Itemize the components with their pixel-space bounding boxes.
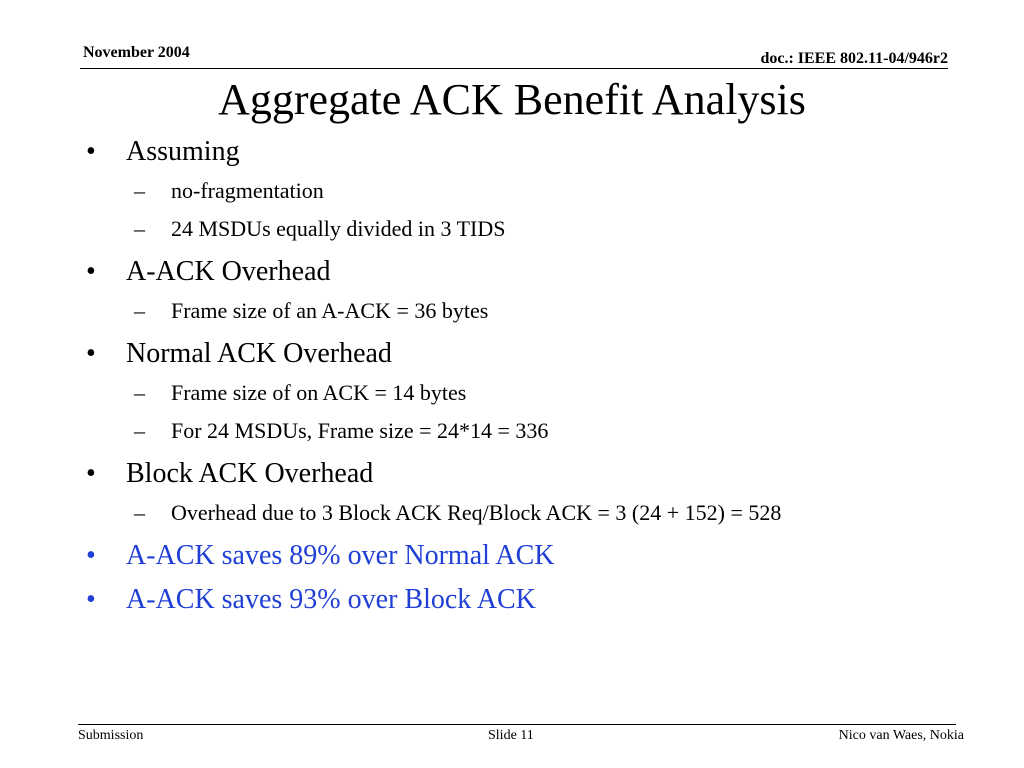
sub-bullet-item bbox=[86, 210, 986, 248]
bullet-text: Assuming bbox=[126, 136, 240, 167]
header-date: November 2004 bbox=[83, 44, 190, 61]
dash-marker: – bbox=[134, 298, 145, 323]
sub-bullet-item bbox=[86, 172, 986, 210]
bullet-marker: • bbox=[86, 338, 96, 369]
dash-marker: – bbox=[134, 380, 145, 405]
sub-bullet-item bbox=[86, 374, 986, 412]
highlight-bullet-item bbox=[86, 580, 986, 620]
sub-bullet-text: Overhead due to 3 Block ACK Req/Block ACK = 3 (24 + 152) = 528 bbox=[171, 500, 782, 525]
slide-title: Aggregate ACK Benefit Analysis bbox=[218, 75, 806, 124]
sub-bullet-text: For 24 MSDUs, Frame size = 24*14 = 336 bbox=[171, 418, 549, 443]
dash-marker: – bbox=[134, 418, 145, 443]
bullet-text: Normal ACK Overhead bbox=[126, 338, 392, 369]
header-divider bbox=[80, 68, 948, 69]
sub-bullet-text: no-fragmentation bbox=[171, 178, 324, 203]
dash-marker: – bbox=[134, 216, 145, 241]
dash-marker: – bbox=[134, 178, 145, 203]
bullet-item bbox=[86, 252, 986, 292]
bullet-list bbox=[86, 128, 986, 620]
bullet-text: A-ACK Overhead bbox=[126, 256, 331, 287]
bullet-marker: • bbox=[86, 136, 96, 167]
bullet-item bbox=[86, 132, 986, 172]
bullet-item bbox=[86, 334, 986, 374]
dash-marker: – bbox=[134, 500, 145, 525]
highlight-bullet-item bbox=[86, 536, 986, 576]
bullet-marker: • bbox=[86, 458, 96, 489]
sub-bullet-text: Frame size of on ACK = 14 bytes bbox=[171, 380, 467, 405]
sub-bullet-item bbox=[86, 412, 986, 450]
sub-bullet-item bbox=[86, 292, 986, 330]
sub-bullet-item bbox=[86, 494, 986, 532]
footer-author: Nico van Waes, Nokia bbox=[838, 728, 964, 743]
bullet-marker: • bbox=[86, 256, 96, 287]
slide-number: Slide 11 bbox=[488, 728, 534, 743]
bullet-item bbox=[86, 454, 986, 494]
bullet-text: Block ACK Overhead bbox=[126, 458, 374, 489]
sub-bullet-text: 24 MSDUs equally divided in 3 TIDS bbox=[171, 216, 506, 241]
bullet-marker: • bbox=[86, 540, 96, 571]
bullet-text: A-ACK saves 93% over Block ACK bbox=[126, 584, 536, 615]
sub-bullet-text: Frame size of an A-ACK = 36 bytes bbox=[171, 298, 489, 323]
footer-submission: Submission bbox=[78, 728, 144, 743]
footer-divider bbox=[78, 724, 956, 725]
bullet-text: A-ACK saves 89% over Normal ACK bbox=[126, 540, 555, 571]
header-doc-id: doc.: IEEE 802.11-04/946r2 bbox=[760, 50, 948, 67]
bullet-marker: • bbox=[86, 584, 96, 615]
